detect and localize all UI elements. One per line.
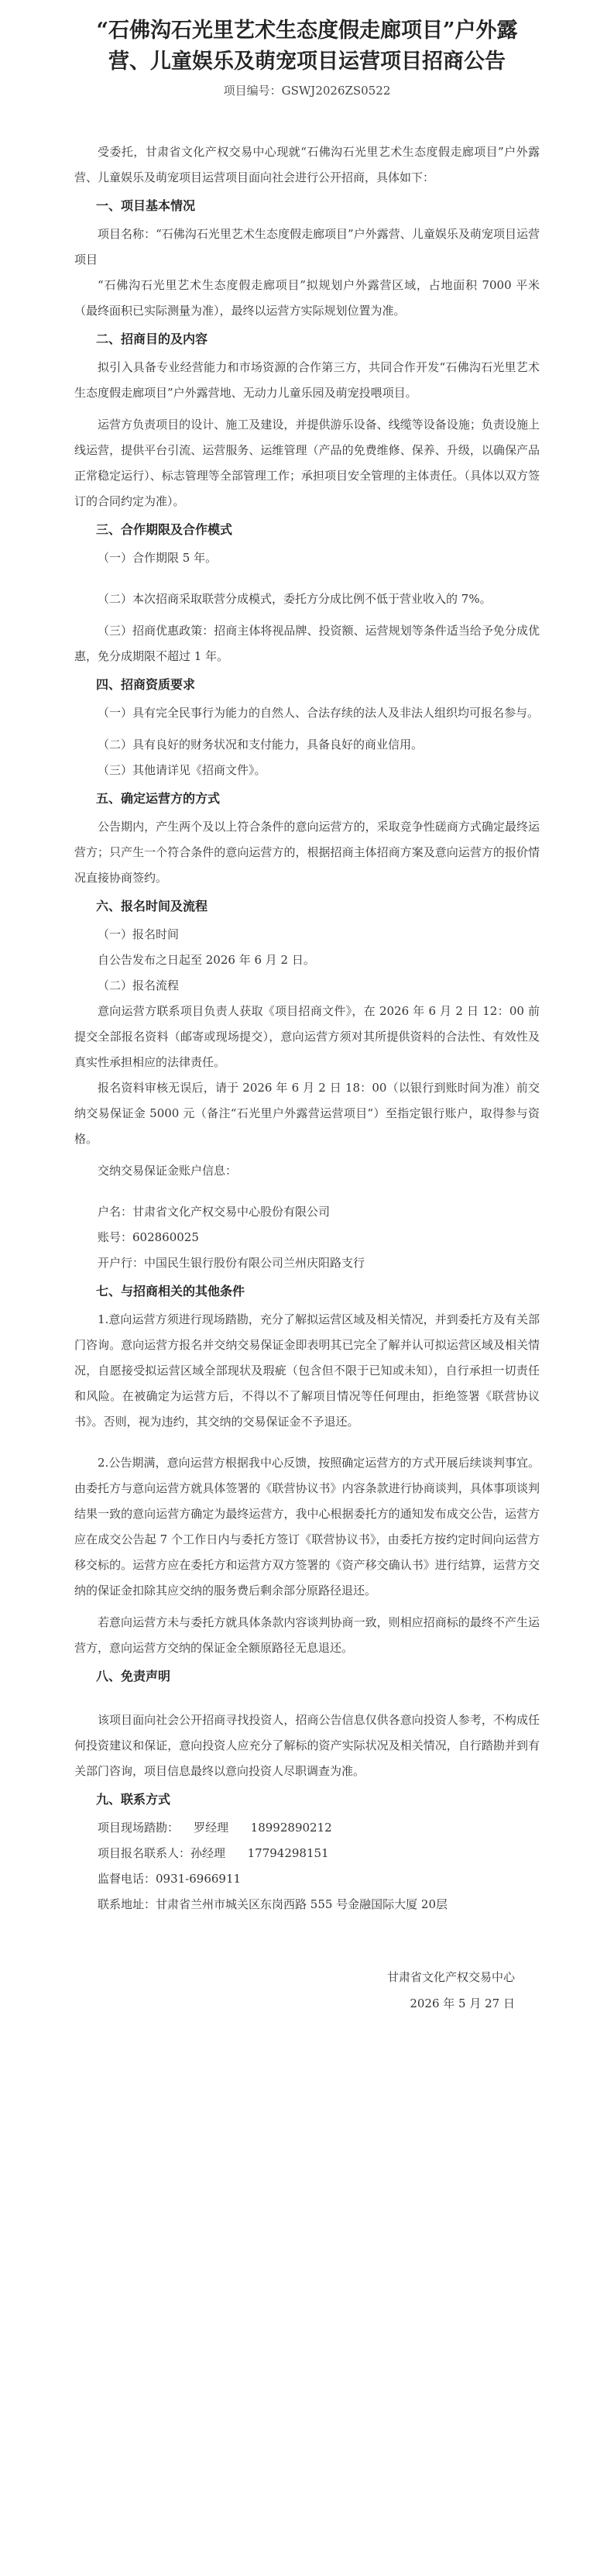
s7-condition-3: 若意向运营方未与委托方就具体条款内容谈判协商一致，则相应招商标的最终不产生运营方，意向运营方交纳的保证金全额原路径无息退还。 (74, 1615, 540, 1655)
s3-term: （一）合作期限 5 年。 (98, 551, 218, 565)
account-number: 账号：602860025 (98, 1230, 199, 1244)
s2-purpose: 拟引入具备专业经营能力和市场资源的合作第三方，共同合作开发“石佛沟石光里艺术生态度假走廊项目”户外露营地、无动力儿童乐园及萌宠投喂项目。 (74, 360, 540, 400)
intro-paragraph: 受委托，甘肃省文化产权交易中心现就“石佛沟石光里艺术生态度假走廊项目”户外露营、儿童娱乐及萌宠项目运营项目面向社会进行公开招商，具体如下： (74, 145, 540, 184)
contact-site-visit: 项目现场踏勘： 罗经理 18992890212 (98, 1821, 332, 1835)
s6-sub-heading-2: （二）报名流程 (98, 978, 180, 992)
contact-supervision-phone: 监督电话：0931-6966911 (98, 1872, 242, 1886)
section-heading-7: 七、与招商相关的其他条件 (96, 1284, 245, 1298)
s6-account-intro: 交纳交易保证金账户信息： (98, 1164, 238, 1178)
s7-condition-2: 2.公告期满，意向运营方根据我中心反馈，按照确定运营方的方式开展后续谈判事宜。由委托方与意向运营方就具体签署的《联营协议书》内容条款进行协商谈判，具体事项谈判结果一致的意向运营方确定为最终运营方，我中心根据委托方的通知发布成交公告，运营方应在成交公告起 7 个工作日内与委托方签订《联营协议书》，由委托方按约定时间向运营方移交标的。运营方应在委托方和运营方双方签署的《资产移交确认书》进行结算，运营方交纳的保证金扣除其应交纳的服务费后剩余部分原路径退还。 (74, 1456, 540, 1598)
account-name: 户名：甘肃省文化产权交易中心股份有限公司 (98, 1205, 331, 1219)
s6-deposit: 报名资料审核无误后，请于 2026 年 6 月 2 日 18：00（以银行到账时间为准）前交纳交易保证金 5000 元（备注“石光里户外露营运营项目”）至指定银行账户，取得参与资格。 (74, 1081, 540, 1146)
section-heading-9: 九、联系方式 (96, 1792, 171, 1807)
s7-condition-1: 1.意向运营方须进行现场踏勘，充分了解拟运营区域及相关情况，并到委托方及有关部门咨询。意向运营方报名并交纳交易保证金即表明其已完全了解并认可拟运营区域及相关情况，自愿接受拟运营区域全部现状及瑕疵（包含但不限于已知或未知），自行承担一切责任和风险。在被确定为运营方后，不得以不了解项目情况等任何理由，拒绝签署《联营协议书》。否则，视为违约，其交纳的交易保证金不予退还。 (74, 1312, 540, 1429)
section-heading-6: 六、报名时间及流程 (96, 899, 208, 913)
section-heading-8: 八、免责声明 (96, 1669, 171, 1684)
s6-sub-heading-1: （一）报名时间 (98, 927, 180, 941)
section-heading-5: 五、确定运营方的方式 (96, 791, 221, 806)
s4-req-1: （一）具有完全民事行为能力的自然人、合法存续的法人及非法人组织均可报名参与。 (98, 706, 540, 720)
s6-period: 自公告发布之日起至 2026 年 6 月 2 日。 (98, 953, 315, 967)
s6-process: 意向运营方联系项目负责人获取《项目招商文件》，在 2026 年 6 月 2 日 12：00 前提交全部报名资料（邮寄或现场提交），意向运营方须对其所提供资料的合法性、有效性及真实性承担相应的法律责任。 (74, 1004, 540, 1069)
s8-disclaimer: 该项目面向社会公开招商寻找投资人，招商公告信息仅供各意向投资人参考，不构成任何投资建议和保证，意向投资人应充分了解标的资产实际状况及相关情况，自行踏勘并到有关部门咨询，项目信息最终以意向投资人尽职调查为准。 (74, 1713, 540, 1778)
s1-project-name: 项目名称：“石佛沟石光里艺术生态度假走廊项目”户外露营、儿童娱乐及萌宠项目运营项目 (74, 227, 540, 267)
title-line-1: “石佛沟石光里艺术生态度假走廊项目”户外露 (96, 19, 518, 43)
s3-model: （二）本次招商采取联营分成模式，委托方分成比例不低于营业收入的 7%。 (98, 592, 492, 606)
section-heading-3: 三、合作期限及合作模式 (96, 522, 233, 537)
section-heading-1: 一、项目基本情况 (96, 198, 196, 213)
s3-incentive: （三）招商优惠政策：招商主体将视品牌、投资额、运营规划等条件适当给予免分成优惠，免分成期限不超过 1 年。 (74, 624, 540, 663)
section-heading-2: 二、招商目的及内容 (96, 332, 208, 346)
s4-req-3: （三）其他请详见《招商文件》。 (98, 763, 266, 777)
signature-date: 2026 年 5 月 27 日 (410, 1996, 515, 2010)
s4-req-2: （二）具有良好的财务状况和支付能力，具备良好的商业信用。 (98, 738, 424, 751)
signature-org: 甘肃省文化产权交易中心 (386, 1970, 515, 1984)
signature-block (74, 1964, 540, 2017)
contact-registration: 项目报名联系人：孙经理 17794298151 (98, 1846, 329, 1860)
project-number: 项目编号：GSWJ2026ZS0522 (223, 84, 391, 98)
s5-method: 公告期内，产生两个及以上符合条件的意向运营方的，采取竞争性磋商方式确定最终运营方；只产生一个符合条件的意向运营方的，根据招商主体招商方案及意向运营方的报价情况直接协商签约。 (74, 820, 540, 885)
s1-area: “石佛沟石光里艺术生态度假走廊项目”拟规划户外露营区域，占地面积 7000 平米（最终面积已实际测量为准），最终以运营方实际规划位置为准。 (74, 278, 540, 318)
contact-address: 联系地址：甘肃省兰州市城关区东岗西路 555 号金融国际大厦 20层 (98, 1897, 448, 1911)
title-line-2: 营、儿童娱乐及萌宠项目运营项目招商公告 (108, 50, 506, 74)
s2-responsibilities: 运营方负责项目的设计、施工及建设，并提供游乐设备、线缆等设备设施；负责设施上线运营，提供平台引流、运营服务、运维管理（产品的免费维修、保养、升级，以确保产品正常稳定运行）、标志管理等全部管理工作；承担项目安全管理的主体责任。（具体以双方签订的合同约定为准）。 (74, 418, 540, 508)
section-heading-4: 四、招商资质要求 (96, 677, 196, 692)
page-title (74, 15, 540, 77)
account-bank: 开户行：中国民生银行股份有限公司兰州庆阳路支行 (98, 1256, 365, 1270)
